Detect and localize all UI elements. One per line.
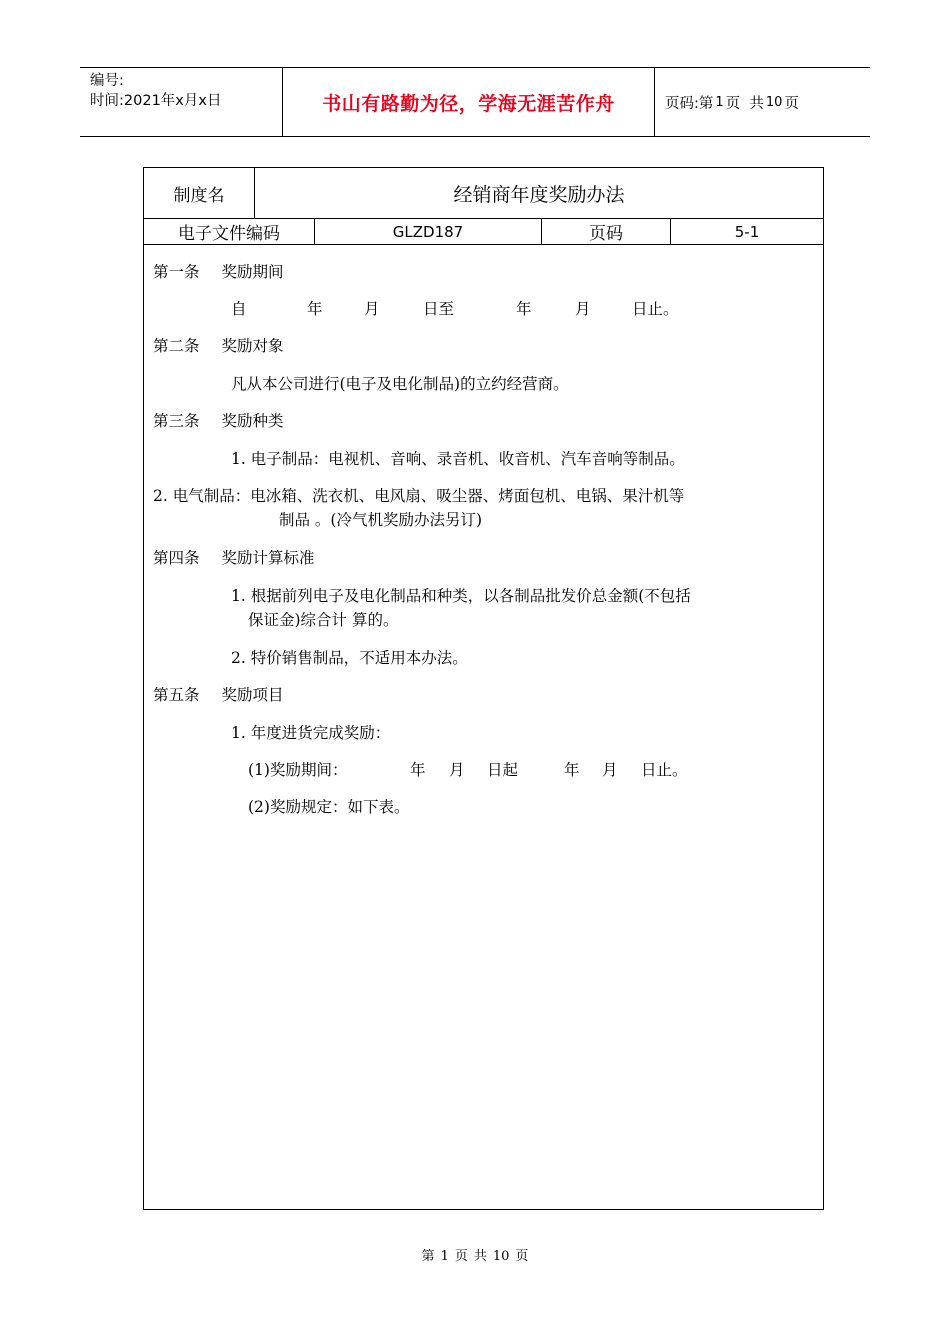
article-1-heading xyxy=(153,261,284,283)
page-label: 页码: xyxy=(665,95,699,112)
article-2-heading xyxy=(153,335,284,357)
period-token: 月 xyxy=(575,300,591,318)
article-number: 第五条 xyxy=(153,686,200,704)
article-number: 第一条 xyxy=(153,263,200,281)
page-code-label: 页码 xyxy=(542,219,671,244)
article-title: 奖励项目 xyxy=(221,686,284,704)
period-token: 自 xyxy=(231,300,247,318)
period-token: 日至 xyxy=(423,300,455,318)
header-page-info xyxy=(655,68,870,136)
sub-1-label: (1)奖励期间： xyxy=(248,761,348,779)
article-4-heading xyxy=(153,547,315,569)
article-number: 第三条 xyxy=(153,412,200,430)
code-row xyxy=(144,219,823,245)
period-token: 月 xyxy=(364,300,380,318)
footer-prefix: 第 xyxy=(421,1249,435,1264)
time-value: 2021年x月x日 xyxy=(123,93,222,109)
page-footer xyxy=(0,1245,950,1264)
period-token: 日起 xyxy=(487,761,519,779)
article-3-heading xyxy=(153,410,284,432)
name-label: 制度名 xyxy=(144,168,255,218)
title-row xyxy=(144,168,823,219)
file-code-value: GLZD187 xyxy=(315,219,542,244)
footer-suffix: 页 xyxy=(515,1249,529,1264)
article-title: 奖励期间 xyxy=(221,263,284,281)
period-token: 日止。 xyxy=(632,300,679,318)
article-4-item-1-line-2: 保证金)综合计 算的。 xyxy=(248,611,399,629)
time-line xyxy=(90,91,282,111)
time-label: 时间: xyxy=(90,93,124,109)
header-motto: 书山有路勤为径，学海无涯苦作舟 xyxy=(282,68,655,136)
regulation-table xyxy=(143,167,824,1210)
period-token: 月 xyxy=(449,761,465,779)
file-code-label: 电子文件编码 xyxy=(144,219,315,244)
page-prefix: 第 xyxy=(698,95,714,112)
article-title: 奖励计算标准 xyxy=(221,549,315,567)
document-header xyxy=(80,67,870,137)
period-token: 月 xyxy=(602,761,618,779)
period-token: 年 xyxy=(516,300,532,318)
period-token: 年 xyxy=(307,300,323,318)
article-5-sub-2: (2)奖励规定：如下表。 xyxy=(248,798,410,816)
article-title: 奖励对象 xyxy=(221,337,284,355)
number-label: 编号: xyxy=(90,73,124,89)
header-meta xyxy=(80,68,282,136)
article-5-heading xyxy=(153,684,284,706)
period-token: 日止。 xyxy=(641,761,688,779)
footer-mid-1: 页 xyxy=(454,1249,468,1264)
article-title: 奖励种类 xyxy=(221,412,284,430)
article-3-item-1: 1. 电子制品：电视机、音响、录音机、收音机、汽车音响等制品。 xyxy=(231,450,685,468)
page-total: 10 xyxy=(765,94,783,110)
page-code-value: 5-1 xyxy=(734,222,760,241)
article-5-item-1: 1. 年度进货完成奖励： xyxy=(231,724,391,742)
page-mid: 页 共 xyxy=(725,95,764,112)
article-4-item-2: 2. 特价销售制品，不适用本办法。 xyxy=(231,649,468,667)
period-token: 年 xyxy=(564,761,580,779)
document-title: 经销商年度奖励办法 xyxy=(453,183,625,206)
page-number: 1 xyxy=(715,94,724,110)
period-token: 年 xyxy=(410,761,426,779)
page-suffix: 页 xyxy=(784,95,799,112)
footer-total: 10 xyxy=(492,1249,510,1264)
article-3-item-2-line-2: 制品 。(冷气机奖励办法另订) xyxy=(279,511,483,529)
article-4-item-1-line-1: 1. 根据前列电子及电化制品和种类，以各制品批发价总金额(不包括 xyxy=(231,587,691,605)
article-number: 第二条 xyxy=(153,337,200,355)
footer-mid-2: 共 xyxy=(473,1249,487,1264)
article-3-item-2-line-1: 2. 电气制品：电冰箱、洗衣机、电风扇、吸尘器、烤面包机、电锅、果汁机等 xyxy=(153,487,685,505)
article-2-text: 凡从本公司进行(电子及电化制品)的立约经营商。 xyxy=(231,375,569,393)
article-number: 第四条 xyxy=(153,549,200,567)
footer-page: 1 xyxy=(440,1249,449,1264)
